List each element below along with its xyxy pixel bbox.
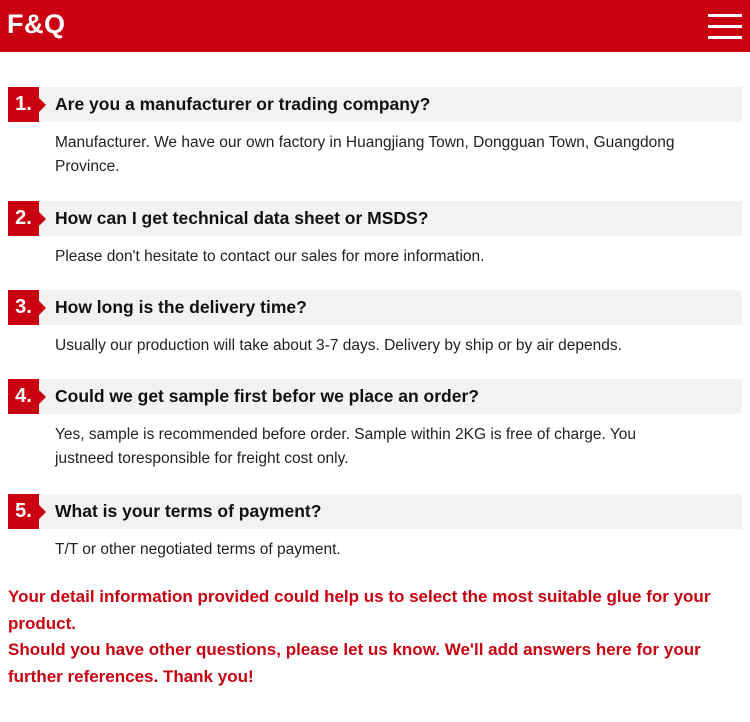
menu-line xyxy=(708,36,742,39)
question-text: Could we get sample first befor we place an order? xyxy=(55,386,479,406)
question-bar xyxy=(8,87,742,122)
menu-line xyxy=(708,25,742,28)
question-number: 3. xyxy=(8,290,39,325)
question-text: Are you a manufacturer or trading company? xyxy=(55,94,431,114)
menu-line xyxy=(708,14,742,17)
question-text: What is your terms of payment? xyxy=(55,501,322,521)
answer-text: Please don't hesitate to contact our sales for more information. xyxy=(55,248,485,265)
question-number: 1. xyxy=(8,87,39,122)
question-bar xyxy=(8,494,742,529)
question-bar xyxy=(8,290,742,325)
hamburger-menu-icon[interactable] xyxy=(708,14,742,40)
question-number: 5. xyxy=(8,494,39,529)
footer-note-2: Should you have other questions, please let us know. We'll add answers here for your further references. Thank you! xyxy=(8,640,701,686)
question-number: 2. xyxy=(8,201,39,236)
answer-text: Yes, sample is recommended before order. Sample within 2KG is free of charge. You justneed toresponsible for freight cost only. xyxy=(55,426,637,467)
answer-text: T/T or other negotiated terms of payment. xyxy=(55,541,341,558)
question-number: 4. xyxy=(8,379,39,414)
question-text: How long is the delivery time? xyxy=(55,297,307,317)
top-bar xyxy=(0,0,750,52)
answer-text: Manufacturer. We have our own factory in Huangjiang Town, Dongguan Town, Guangdong Province. xyxy=(55,134,675,175)
footer-note-1: Your detail information provided could help us to select the most suitable glue for your product. xyxy=(8,587,711,633)
question-bar xyxy=(8,201,742,236)
answer-text: Usually our production will take about 3-7 days. Delivery by ship or by air depends. xyxy=(55,337,622,354)
brand-title: F&Q xyxy=(7,9,66,39)
question-text: How can I get technical data sheet or MSDS? xyxy=(55,208,429,228)
question-bar xyxy=(8,379,742,414)
